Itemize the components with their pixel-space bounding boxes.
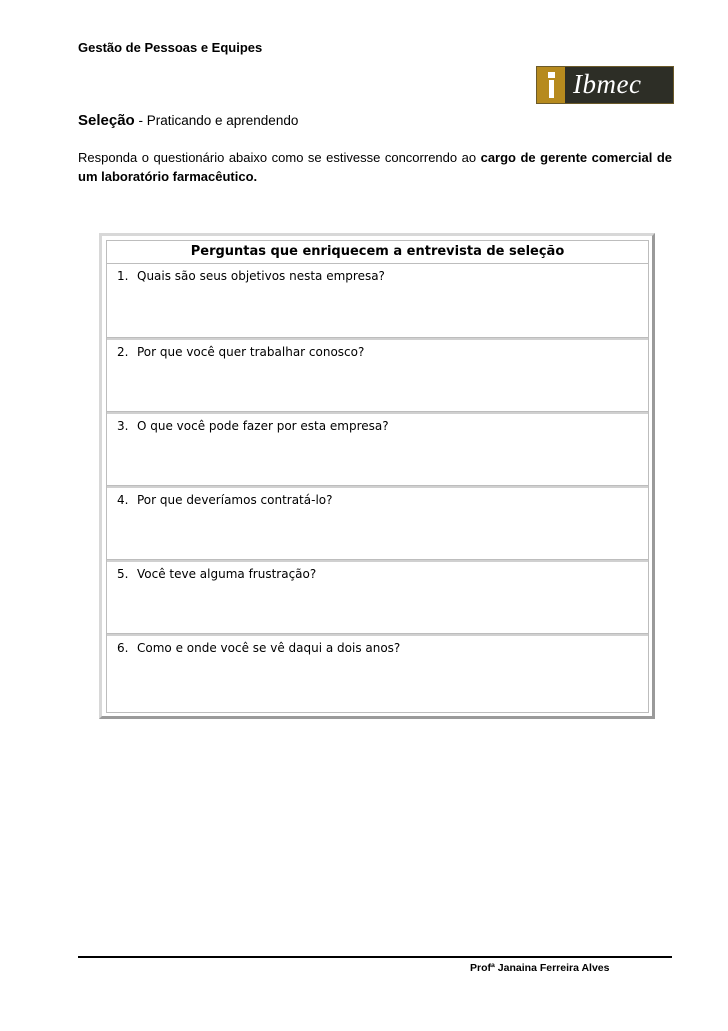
question-text: Por que você quer trabalhar conosco? [137, 345, 365, 359]
question-text: Por que deveríamos contratá-lo? [137, 493, 333, 507]
question-row [107, 338, 648, 412]
question-row [107, 634, 648, 708]
instructions-text: Responda o questionário abaixo como se estivesse concorrendo ao [78, 150, 481, 165]
instructions-job-title: cargo de gerente comercial de um laboratório farmacêutico. [78, 150, 673, 184]
logo-text: Ibmec [565, 67, 673, 103]
logo-i-mark-icon [537, 67, 565, 103]
question-text: Você teve alguma frustração? [137, 567, 317, 581]
section-title [78, 112, 298, 129]
question-number: 2. [117, 345, 129, 359]
footer-author: Profª Janaina Ferreira Alves [470, 962, 610, 974]
question-text: O que você pode fazer por esta empresa? [137, 419, 389, 433]
section-subtitle: Praticando e aprendendo [146, 113, 299, 128]
question-row [107, 264, 648, 338]
question-text: Quais são seus objetivos nesta empresa? [137, 269, 385, 283]
question-row [107, 486, 648, 560]
footer-divider [78, 956, 672, 958]
question-number: 4. [117, 493, 129, 507]
question-number: 5. [117, 567, 129, 581]
question-number: 3. [117, 419, 129, 433]
question-text: Como e onde você se vê daqui a dois anos? [137, 641, 401, 655]
instructions-paragraph [78, 148, 672, 186]
questions-table [99, 233, 655, 719]
section-title-separator: - [134, 113, 147, 128]
question-number: 1. [117, 269, 129, 283]
document-header-title: Gestão de Pessoas e Equipes [78, 40, 263, 55]
ibmec-logo [536, 66, 674, 104]
question-row [107, 412, 648, 486]
questions-table-header: Perguntas que enriquecem a entrevista de seleção [107, 241, 648, 264]
section-title-main: Seleção [78, 112, 135, 129]
question-number: 6. [117, 641, 129, 655]
question-row [107, 560, 648, 634]
